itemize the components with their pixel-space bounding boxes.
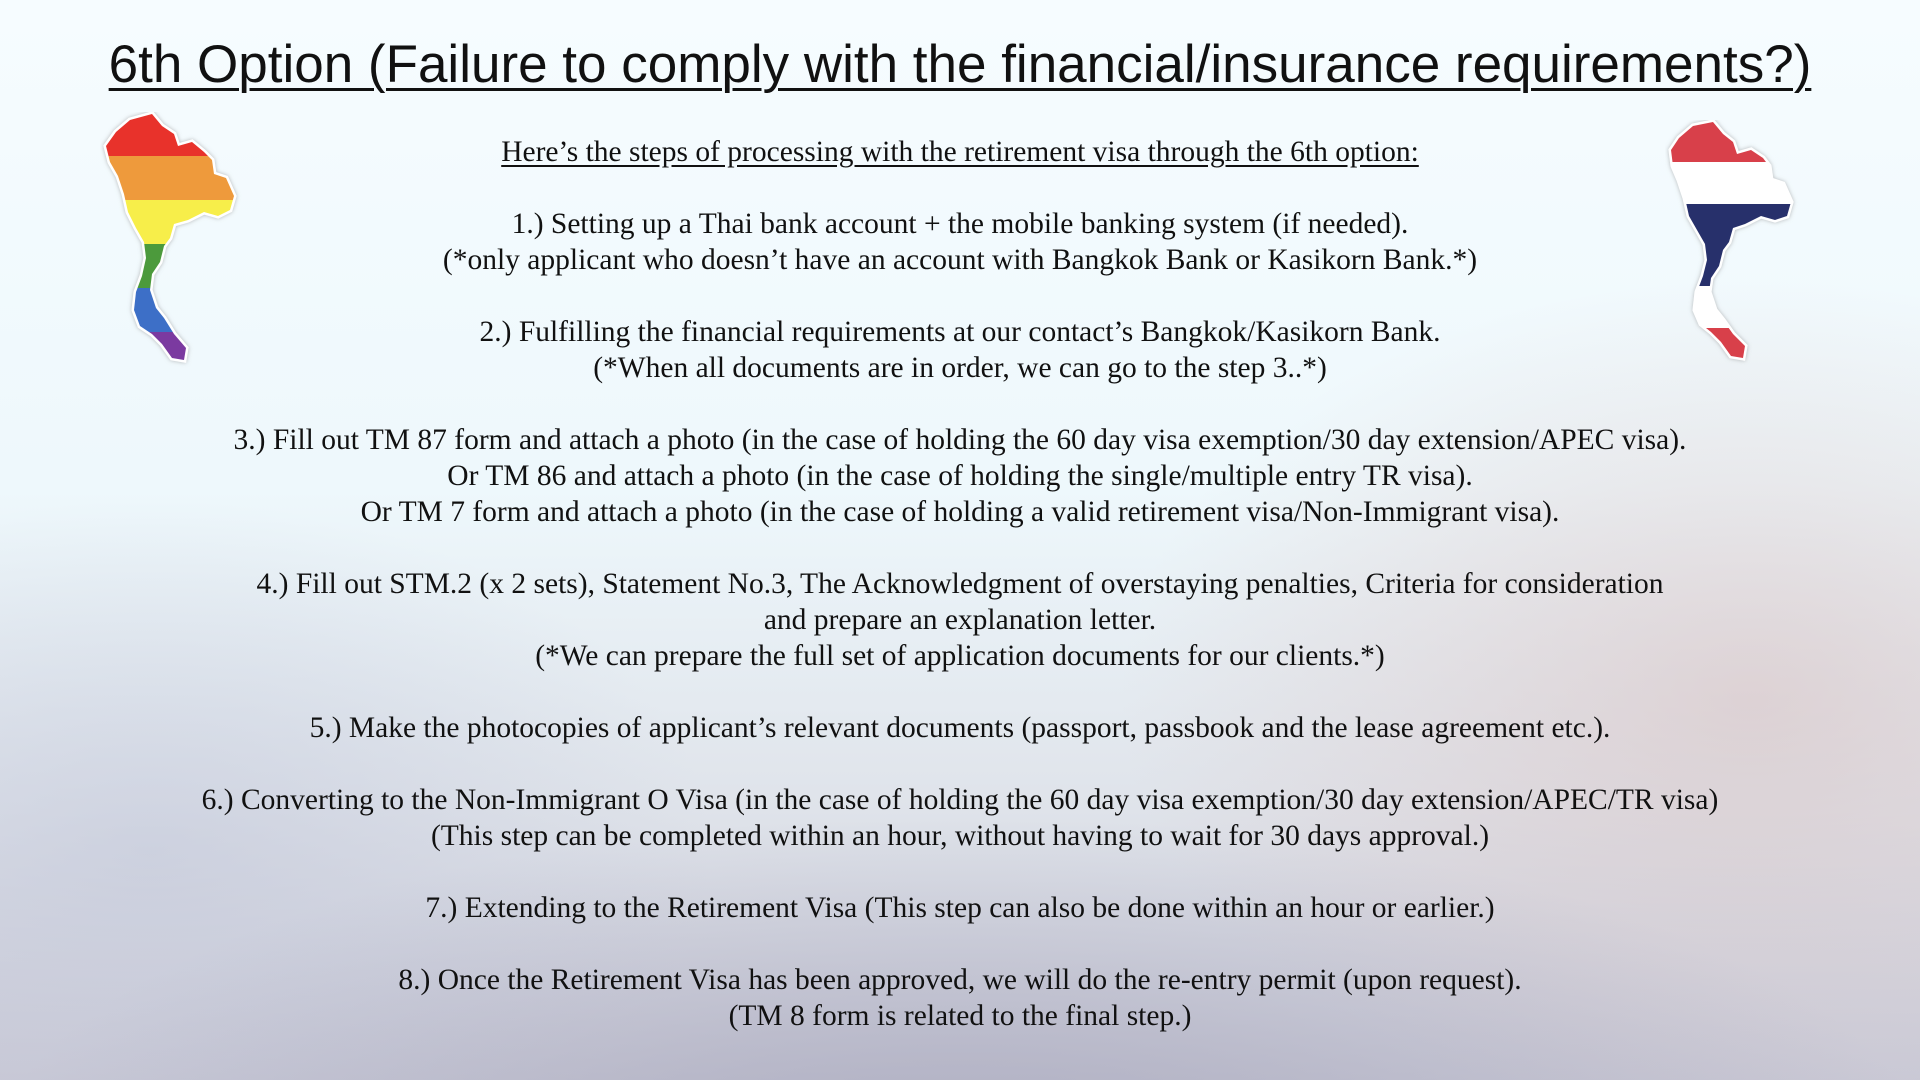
step-line: and prepare an explanation letter. [763, 604, 1157, 636]
step-line: 3.) Fill out TM 87 form and attach a photo (in the case of holding the 60 day visa exemption/30 day extension/APEC visa). [233, 424, 1687, 456]
step-line: (*only applicant who doesn’t have an account with Bangkok Bank or Kasikorn Bank.*) [442, 244, 1478, 276]
step-line: (*We can prepare the full set of application documents for our clients.*) [535, 640, 1385, 672]
step-7 [0, 890, 1920, 926]
steps-body [0, 134, 1920, 1034]
step-line: (*When all documents are in order, we can go to the step 3..*) [593, 352, 1327, 384]
step-line: (TM 8 form is related to the final step.) [728, 1000, 1192, 1032]
step-line: Or TM 86 and attach a photo (in the case of holding the single/multiple entry TR visa). [447, 460, 1473, 492]
slide-title: 6th Option (Failure to comply with the financial/insurance requirements?) [108, 35, 1812, 94]
step-2 [0, 314, 1920, 386]
step-1 [0, 206, 1920, 278]
step-6 [0, 782, 1920, 854]
step-8 [0, 962, 1920, 1034]
step-4 [0, 566, 1920, 674]
step-line: (This step can be completed within an hour, without having to wait for 30 days approval.) [430, 820, 1490, 852]
step-3 [0, 422, 1920, 530]
step-line: 5.) Make the photocopies of applicant’s relevant documents (passport, passbook and the lease agreement etc.). [309, 712, 1611, 744]
step-5 [0, 710, 1920, 746]
step-line: Or TM 7 form and attach a photo (in the case of holding a valid retirement visa/Non-Immigrant visa). [360, 496, 1560, 528]
step-line: 4.) Fill out STM.2 (x 2 sets), Statement No.3, The Acknowledgment of overstaying penalties, Criteria for consideration [256, 568, 1664, 600]
step-line: 7.) Extending to the Retirement Visa (This step can also be done within an hour or earlier.) [425, 892, 1495, 924]
step-line: 1.) Setting up a Thai bank account + the mobile banking system (if needed). [511, 208, 1409, 240]
steps-heading: Here’s the steps of processing with the retirement visa through the 6th option: [501, 136, 1419, 168]
step-line: 6.) Converting to the Non-Immigrant O Visa (in the case of holding the 60 day visa exemption/30 day extension/APEC/TR visa) [201, 784, 1719, 816]
step-line: 2.) Fulfilling the financial requirements at our contact’s Bangkok/Kasikorn Bank. [479, 316, 1441, 348]
step-line: 8.) Once the Retirement Visa has been approved, we will do the re-entry permit (upon request). [398, 964, 1522, 996]
